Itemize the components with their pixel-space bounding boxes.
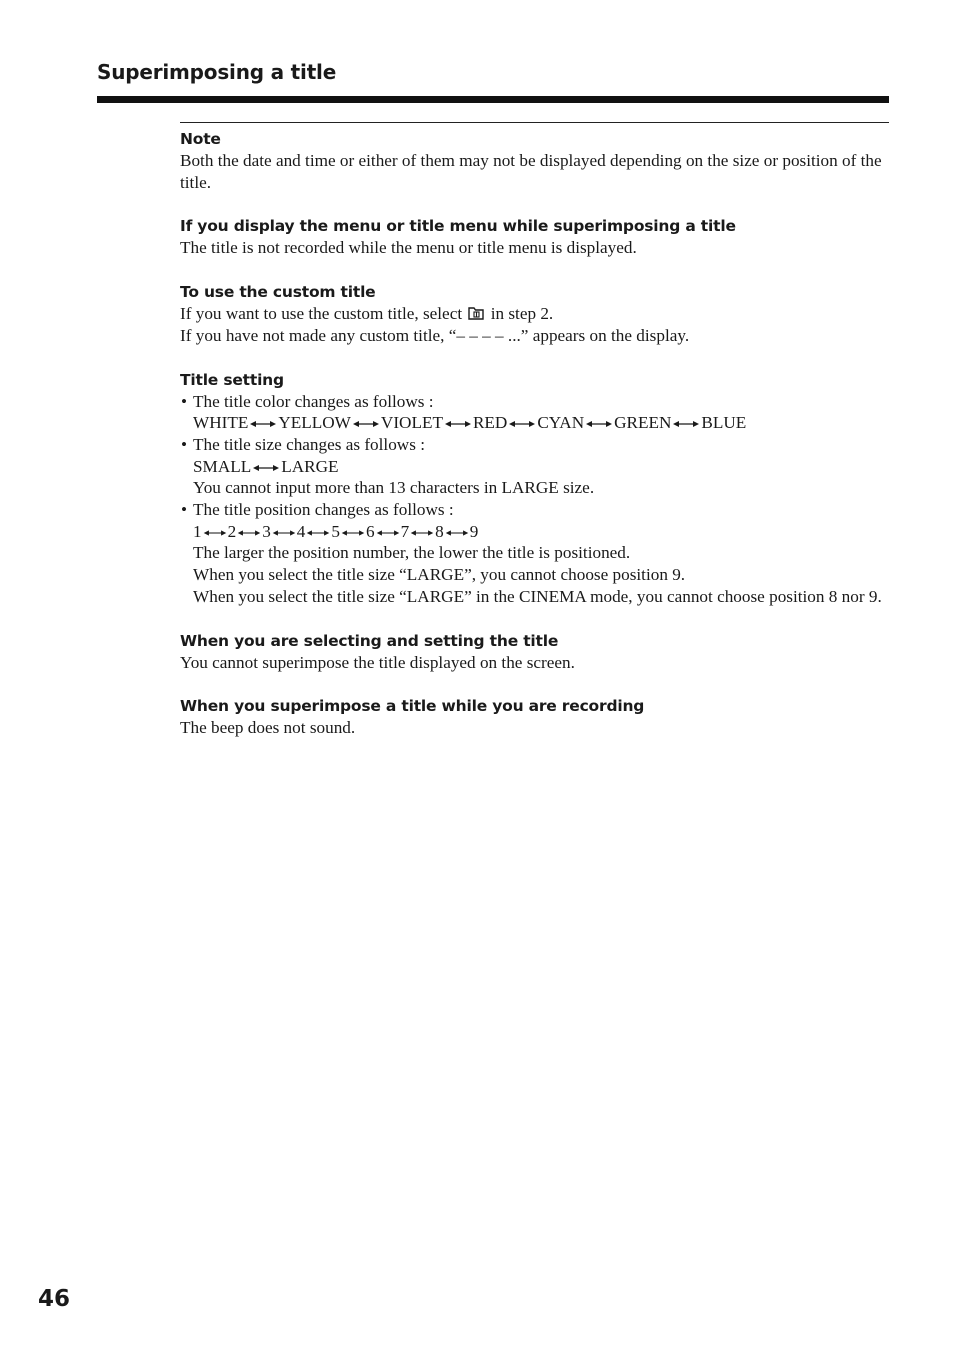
double-arrow-icon [584, 419, 614, 429]
double-arrow-icon [340, 528, 366, 538]
sequence-item: SMALL [193, 456, 252, 476]
position-note-2: When you select the title size “LARGE”, you cannot choose position 9. [193, 565, 686, 585]
bullet-dot: • [181, 500, 188, 520]
size-intro: The title size changes as follows : [193, 434, 425, 454]
sequence-item: 4 [296, 521, 306, 541]
double-arrow-icon [305, 528, 331, 538]
selecting-text: You cannot superimpose the title displayed on the screen. [180, 652, 575, 672]
double-arrow-icon [202, 528, 228, 538]
custom-title-heading: To use the custom title [180, 283, 376, 302]
note-heading: Note [180, 130, 221, 148]
sequence-item: YELLOW [278, 413, 351, 433]
selecting-heading: When you are selecting and setting the title [180, 631, 559, 650]
menu-section-text: The title is not recorded while the menu or title menu is displayed. [180, 238, 637, 258]
content-body [180, 122, 889, 739]
sequence-item: RED [472, 413, 508, 433]
header-rule [97, 96, 889, 103]
custom-title-line-2: If you have not made any custom title, “– – – – ...” appears on the display. [180, 325, 690, 345]
size-sequence [180, 456, 889, 478]
position-bullet [180, 499, 889, 521]
position-intro: The title position changes as follows : [193, 500, 454, 520]
menu-section [180, 215, 889, 259]
position-note-1: The larger the position number, the lower the title is positioned. [193, 543, 631, 563]
custom-title-line-1 [180, 303, 889, 325]
title-setting-section [180, 369, 889, 608]
sequence-item: VIOLET [380, 413, 443, 433]
custom-title-icon [466, 306, 486, 320]
double-arrow-icon [507, 419, 537, 429]
double-arrow-icon [444, 528, 470, 538]
bullet-dot: • [181, 434, 188, 454]
custom-title-line-1-after: in step 2. [490, 304, 554, 324]
double-arrow-icon [443, 419, 473, 429]
sequence-item: 7 [400, 521, 410, 541]
position-note-3: When you select the title size “LARGE” in the CINEMA mode, you cannot choose position 8 nor 9. [193, 586, 882, 606]
double-arrow-icon [671, 419, 701, 429]
note-section [180, 128, 889, 193]
double-arrow-icon [409, 528, 435, 538]
menu-section-heading: If you display the menu or title menu while superimposing a title [180, 217, 736, 236]
double-arrow-icon [351, 419, 381, 429]
recording-text: The beep does not sound. [180, 718, 356, 738]
sequence-item: 8 [435, 521, 444, 541]
recording-section [180, 695, 889, 739]
double-arrow-icon [271, 528, 297, 538]
position-sequence [180, 521, 889, 543]
sequence-item: WHITE [193, 413, 249, 433]
sequence-item: 1 [193, 521, 202, 541]
sequence-item: 2 [227, 521, 237, 541]
sequence-item: 3 [262, 521, 271, 541]
note-text: Both the date and time or either of them may not be displayed depending on the size or position of the title. [180, 151, 882, 192]
sequence-item: CYAN [537, 413, 585, 433]
color-intro: The title color changes as follows : [193, 391, 434, 411]
double-arrow-icon [248, 419, 278, 429]
custom-title-section [180, 281, 889, 346]
selecting-section [180, 630, 889, 674]
size-note: You cannot input more than 13 characters in LARGE size. [193, 478, 595, 498]
sequence-item: GREEN [614, 413, 672, 433]
sequence-item: LARGE [281, 456, 339, 476]
sequence-item: BLUE [701, 413, 747, 433]
color-bullet [180, 391, 889, 413]
color-sequence [180, 412, 889, 434]
bullet-dot: • [181, 391, 188, 411]
double-arrow-icon [251, 463, 281, 473]
double-arrow-icon [375, 528, 401, 538]
sequence-item: 6 [365, 521, 375, 541]
page-header-title: Superimposing a title [97, 60, 337, 84]
sequence-item: 9 [469, 521, 479, 541]
size-bullet [180, 434, 889, 456]
title-setting-heading: Title setting [180, 370, 284, 389]
sequence-item: 5 [331, 521, 340, 541]
page-number: 46 [38, 1286, 71, 1312]
recording-heading: When you superimpose a title while you are recording [180, 697, 645, 716]
double-arrow-icon [236, 528, 262, 538]
custom-title-line-1-before: If you want to use the custom title, select [180, 304, 463, 324]
